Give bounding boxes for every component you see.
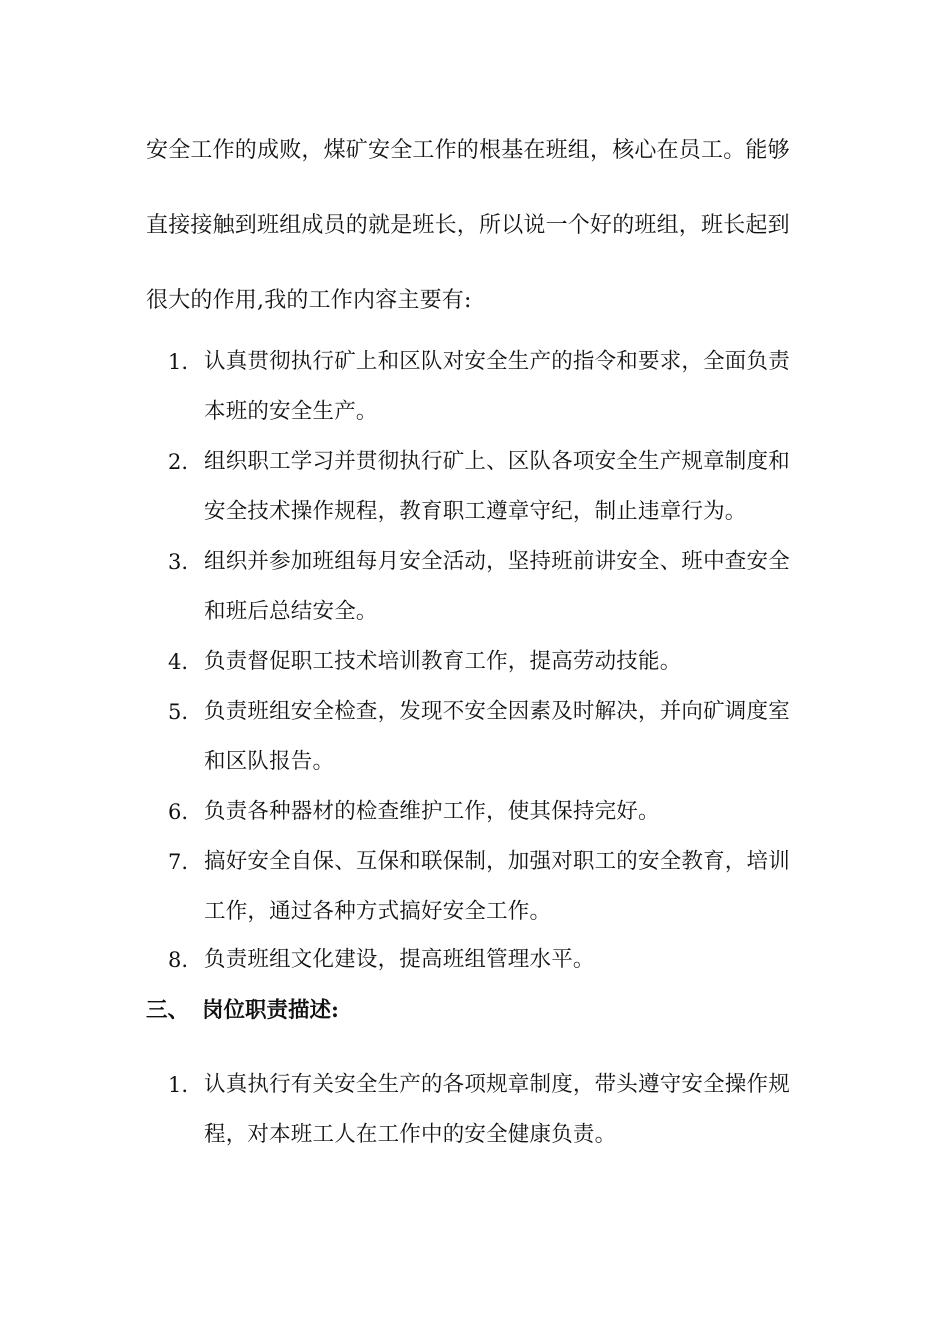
list-text-line: 负责班组安全检查，发现不安全因素及时解决，并向矿调度室 — [204, 699, 790, 724]
list-number: 8. — [168, 948, 189, 972]
list-text-line: 组织职工学习并贯彻执行矿上、区队各项安全生产规章制度和 — [204, 449, 790, 474]
intro-line-1: 安全工作的成败，煤矿安全工作的根基在班组，核心在员工。能够 — [146, 138, 790, 163]
section-title: 岗位职责描述: — [202, 998, 339, 1023]
list-number: 7. — [168, 850, 189, 874]
list-text-line: 本班的安全生产。 — [204, 399, 378, 424]
list-text-line: 认真执行有关安全生产的各项规章制度，带头遵守安全操作规 — [204, 1072, 790, 1097]
list-text-line: 和区队报告。 — [204, 749, 335, 774]
list-text-line: 负责各种器材的检查维护工作，使其保持完好。 — [204, 799, 660, 824]
list-text-line: 组织并参加班组每月安全活动，坚持班前讲安全、班中查安全 — [204, 549, 790, 574]
list-text-line: 和班后总结安全。 — [204, 599, 378, 624]
section-number: 三、 — [146, 998, 190, 1023]
section-heading — [146, 996, 339, 1026]
list-number: 5. — [168, 700, 189, 724]
intro-line-3: 很大的作用,我的工作内容主要有: — [146, 288, 472, 313]
list-text-line: 负责督促职工技术培训教育工作，提高劳动技能。 — [204, 649, 682, 674]
list-text-line: 认真贯彻执行矿上和区队对安全生产的指令和要求，全面负责 — [204, 349, 790, 374]
list-text-line: 工作，通过各种方式搞好安全工作。 — [204, 899, 552, 924]
list-text-line: 搞好安全自保、互保和联保制，加强对职工的安全教育，培训 — [204, 849, 790, 874]
list-number: 4. — [168, 650, 189, 674]
list-number: 6. — [168, 800, 189, 824]
list-number: 1. — [168, 1073, 189, 1097]
list-number: 3. — [168, 550, 189, 574]
list-number: 2. — [168, 450, 189, 474]
intro-line-2: 直接接触到班组成员的就是班长，所以说一个好的班组，班长起到 — [146, 213, 790, 238]
list-number: 1. — [168, 350, 189, 374]
list-text-line: 负责班组文化建设，提高班组管理水平。 — [204, 947, 595, 972]
list-text-line: 程，对本班工人在工作中的安全健康负责。 — [204, 1122, 617, 1147]
list-text-line: 安全技术操作规程，教育职工遵章守纪，制止违章行为。 — [204, 499, 747, 524]
